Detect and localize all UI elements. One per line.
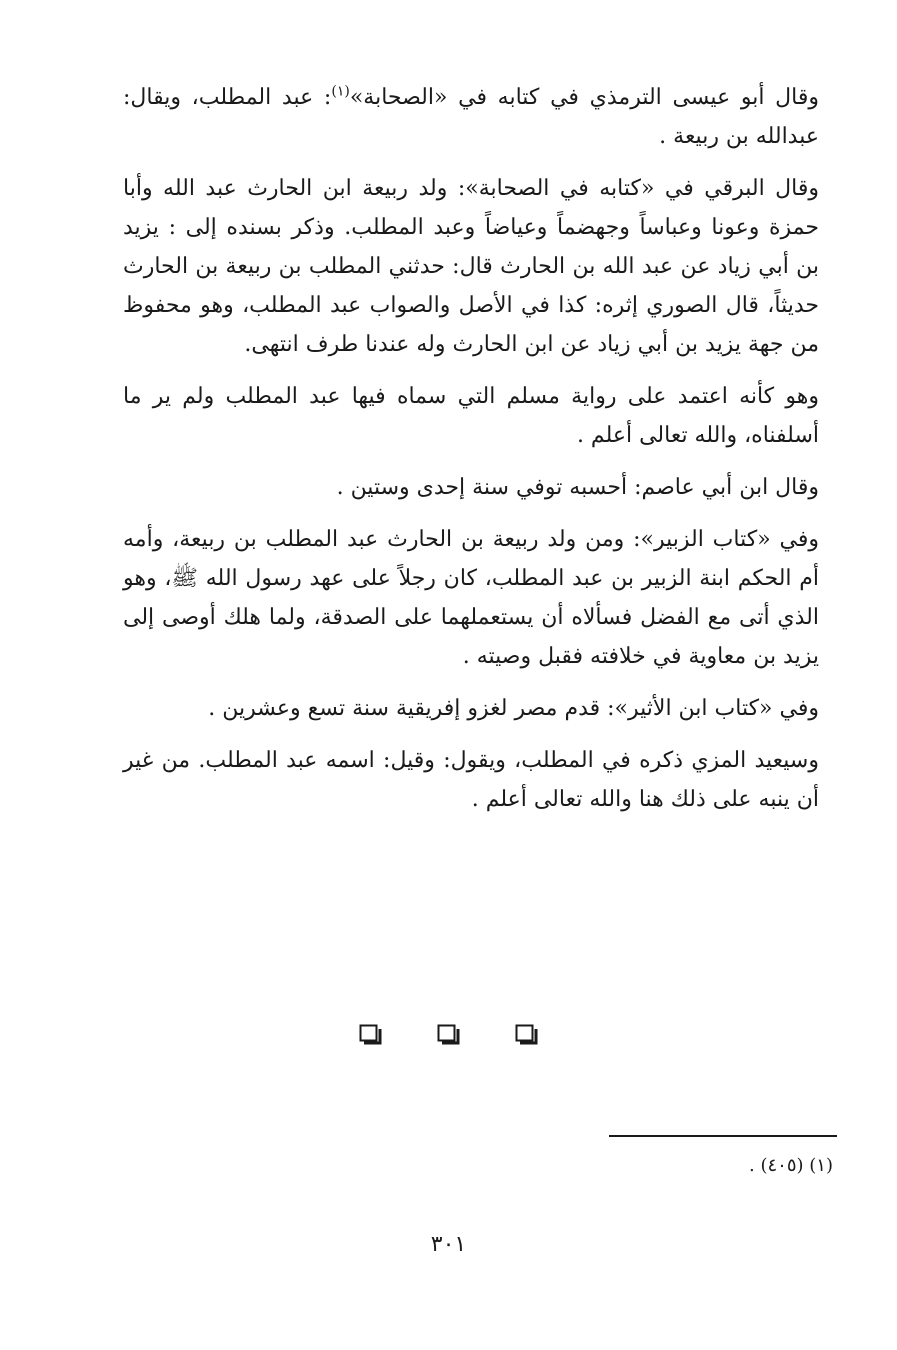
paragraph-7: وسيعيد المزي ذكره في المطلب، ويقول: وقيل: اسمه عبد المطلب. من غير أن ينبه على ذلك هنا والله تعالى أعلم . (123, 748, 819, 812)
footnote-reference[interactable]: (١) (331, 83, 350, 100)
square-ornament-icon (515, 1024, 539, 1046)
paragraph-3: وهو كأنه اعتمد على رواية مسلم التي سماه فيها عبد المطلب ولم ير ما أسلفناه، والله تعالى أعلم . (123, 384, 819, 448)
square-ornament-icon (359, 1024, 383, 1046)
paragraph-1-after: : عبد المطلب، ويقال: عبدالله بن ربيعة . (123, 85, 819, 149)
square-ornament-icon (437, 1024, 461, 1046)
paragraph-2: وقال البرقي في «كتابه في الصحابة»: ولد ربيعة ابن الحارث عبد الله وأبا حمزة وعونا وعباساً وجهضماً وعياضاً وعبد المطلب. وذكر بسنده إلى : يزيد بن أبي زياد عن عبد الله بن الحارث قال: حدثني المطلب بن ربيعة بن الحارث حديثاً، قال الصوري إثره: كذا في الأصل والصواب عبد المطلب، وهو محفوظ من جهة يزيد بن أبي زياد عن ابن الحارث وله عندنا طرف انتهى. (123, 176, 819, 357)
footnote: (١) (٤٠٥) . (749, 1155, 833, 1176)
page-number: ٣٠١ (430, 1232, 467, 1257)
main-text (123, 78, 819, 832)
paragraph-1-before: وقال أبو عيسى الترمذي في كتابه في «الصحابة» (349, 85, 819, 110)
paragraph-5: وفي «كتاب الزبير»: ومن ولد ربيعة بن الحارث عبد المطلب بن ربيعة، وأمه أم الحكم ابنة الزبير بن عبد المطلب، كان رجلاً على عهد رسول الله ﷺ، وهو الذي أتى مع الفضل فسألاه أن يستعملهما على الصدقة، ولما هلك أوصى إلى يزيد بن معاوية في خلافته فقبل وصيته . (123, 527, 819, 669)
section-end-ornaments (0, 1024, 897, 1046)
paragraph-1 (123, 78, 819, 156)
paragraph-6: وفي «كتاب ابن الأثير»: قدم مصر لغزو إفريقية سنة تسع وعشرين . (208, 696, 819, 721)
paragraph-4: وقال ابن أبي عاصم: أحسبه توفي سنة إحدى وستين . (336, 475, 819, 500)
footnote-separator (609, 1135, 837, 1137)
